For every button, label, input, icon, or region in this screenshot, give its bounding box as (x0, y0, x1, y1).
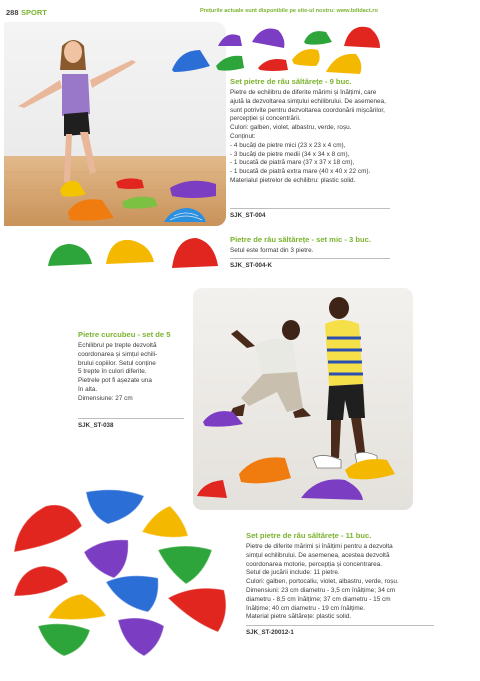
divider (230, 258, 390, 259)
product-1-line: ajută la dezvoltarea simțului echilibrului. De asemenea, (230, 97, 386, 105)
divider (246, 625, 434, 626)
product-1-line: - 3 bucăți de pietre medii (34 x 34 x 8 cm), (230, 150, 350, 158)
divider (230, 208, 390, 209)
product-4-line: înălțime; 40 cm diametru - 19 cm înălțime. (246, 604, 365, 612)
page-number: 288 (6, 8, 19, 17)
photo-boys-balancing-art (193, 288, 413, 510)
section-title: SPORT (21, 8, 47, 17)
product-1-description (230, 89, 386, 186)
product-4-line: Pietre de diferite mărimi și înălțimi pentru a dezvolta (246, 543, 393, 550)
product-4-sku: SJK_ST-20012-1 (246, 629, 294, 636)
product-1-line: - 1 bucată de piatră extra mare (40 x 40 x 22 cm). (230, 168, 371, 176)
product-3-description (78, 342, 157, 404)
product-4-line: Setul de jucării include: 11 pietre. (246, 569, 340, 577)
product-3-line: Pietrele pot fi așezate una (78, 377, 152, 385)
product-3-line: coordonarea și simțul echili- (78, 350, 158, 358)
product-4-description (246, 543, 399, 622)
product-4-line: Material pietre săltărețe: plastic solid. (246, 613, 352, 621)
product-4-line: diametru - 8,5 cm înălțime; 37 cm diametru - 15 cm (246, 595, 391, 603)
product-2-sku: SJK_ST-004-K (230, 262, 272, 269)
product-2-line: Setul este format din 3 pietre. (230, 247, 314, 254)
product-1-line: - 4 bucăți de pietre mici (23 x 23 x 4 cm), (230, 141, 346, 149)
product-3-line: Echilibrul pe trepte dezvoltă (78, 342, 157, 349)
product-4-line: Dimensiuni: 23 cm diametru - 3,5 cm înălțime; 34 cm (246, 586, 396, 594)
product-4-title: Set pietre de râu săltărețe - 11 buc. (246, 531, 372, 540)
product-4-line: coordonarea motorie, percepția și concentrarea. (246, 560, 383, 568)
stones-11-set-image (8, 486, 238, 660)
divider (78, 418, 184, 419)
stones-3-set-art (44, 232, 224, 274)
product-1-line: Pietre de echilibru de diferite mărimi și înălțimi, care (230, 89, 377, 96)
product-4-line: Culori: galben, portocaliu, violet, albastru, verde, roșu. (246, 578, 399, 586)
product-1-line: Materialul pietrelor de echilibru: plastic solid. (230, 176, 356, 184)
product-1-line: Culori: galben, violet, albastru, verde, roșu. (230, 124, 352, 132)
product-3-line: în alta. (78, 385, 98, 393)
product-1-line: Conținut: (230, 132, 256, 140)
product-1-line: - 1 bucată de piatră mare (37 x 37 x 18 cm), (230, 159, 355, 167)
price-notice: Prețurile actuale sunt disponibile pe site-ul nostru: www.bdidact.ro (200, 8, 378, 14)
product-1-sku: SJK_ST-004 (230, 212, 266, 219)
stones-11-set-art (8, 486, 238, 660)
stones-9-set-image (168, 20, 384, 78)
stones-3-set-image (44, 232, 224, 274)
product-4-line: simțul echilibrului. De asemenea, acestea dezvoltă (246, 551, 390, 559)
product-3-line: 5 trepte în culori diferite. (78, 368, 147, 376)
product-3-line: brului copiilor. Setul conține (78, 359, 156, 367)
product-1-title: Set pietre de râu săltărețe - 9 buc. (230, 77, 352, 86)
product-3-sku: SJK_ST-038 (78, 422, 114, 429)
product-2-description (230, 247, 313, 256)
product-1-line: percepției și concentrării. (230, 115, 301, 123)
product-1-line: sunt potrivite pentru dezvoltarea coordonării mișcărilor, (230, 106, 385, 114)
product-3-title: Pietre curcubeu - set de 5 (78, 330, 171, 339)
product-3-line: Dimensiune: 27 cm (78, 394, 133, 402)
product-2-title: Pietre de râu săltărețe - set mic - 3 buc. (230, 235, 371, 244)
stones-9-set-art (168, 20, 384, 78)
photo-boys-balancing (193, 288, 413, 510)
